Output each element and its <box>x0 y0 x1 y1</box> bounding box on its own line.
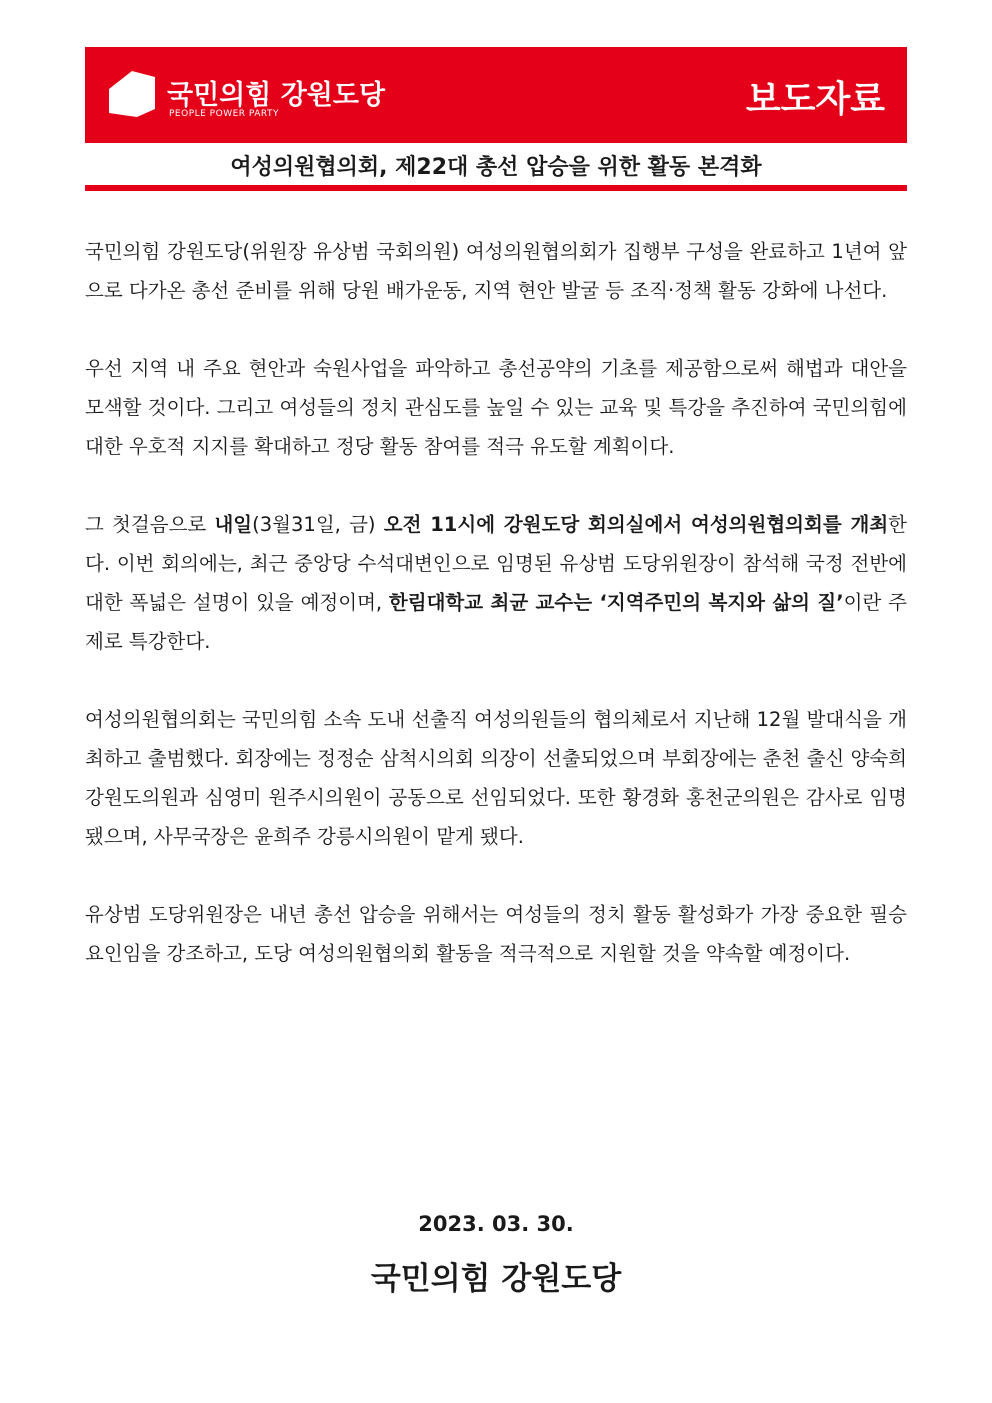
article-body <box>85 232 907 1012</box>
headline-divider <box>85 185 907 191</box>
paragraph-3-text-4: 이란 주제로 특강한다. <box>85 591 907 653</box>
paragraph-3-bold-1: 내일 <box>214 513 253 536</box>
paragraph-4: 여성의원협의회는 국민의힘 소속 도내 선출직 여성의원들의 협의체로서 지난해 12월 발대식을 개최하고 출범했다. 회장에는 정정순 삼척시의회 의장이 선출되었으며 부회장에는 춘천 출신 양숙희 강원도의원과 심영미 원주시의원이 공동으로 선임되었다. 또한 황경화 홍천군의원은 감사로 임명됐으며, 사무국장은 윤희주 강릉시의원이 맡게 됐다. <box>85 708 907 848</box>
footer-org-name: 국민의힘 강원도당 <box>370 1261 622 1297</box>
doc-type-label: 보도자료 <box>745 79 885 120</box>
paragraph-3-bold-3: 한림대학교 최균 교수는 ‘지역주민의 복지와 삶의 질’ <box>388 591 844 614</box>
paragraph-2: 우선 지역 내 주요 현안과 숙원사업을 파악하고 총선공약의 기초를 제공함으로써 해법과 대안을 모색할 것이다. 그리고 여성들의 정치 관심도를 높일 수 있는 교육 및 특강을 추진하여 국민의힘에 대한 우호적 지지를 확대하고 정당 활동 참여를 적극 유도할 계획이다. <box>85 357 907 458</box>
paragraph-3 <box>85 505 907 661</box>
org-subtitle: PEOPLE POWER PARTY <box>169 109 279 119</box>
paragraph-3-bold-2: 오전 11시에 강원도당 회의실에서 여성의원협의회를 개최 <box>383 513 889 536</box>
release-date: 2023. 03. 30. <box>418 1212 574 1236</box>
headline: 여성의원협의회, 제22대 총선 압승을 위한 활동 본격화 <box>230 155 762 180</box>
paragraph-5: 유상범 도당위원장은 내년 총선 압승을 위해서는 여성들의 정치 활동 활성화가 가장 중요한 필승 요인임을 강조하고, 도당 여성의원협의회 활동을 적극적으로 지원할 것을 약속할 예정이다. <box>85 903 907 965</box>
party-logo-icon <box>107 69 157 119</box>
org-name: 국민의힘 강원도당 <box>167 80 386 111</box>
press-release-header <box>85 47 907 143</box>
paragraph-3-text-2: (3월31일, 금) <box>252 513 384 536</box>
paragraph-3-text-3: 한다. 이번 회의에는, 최근 중앙당 수석대변인으로 임명된 유상범 도당위원장이 참석해 국정 전반에 대한 폭넓은 설명이 있을 예정이며, <box>85 513 907 614</box>
paragraph-3-text-1: 그 첫걸음으로 <box>85 513 215 536</box>
paragraph-1: 국민의힘 강원도당(위원장 유상범 국회의원) 여성의원협의회가 집행부 구성을 완료하고 1년여 앞으로 다가온 총선 준비를 위해 당원 배가운동, 지역 현안 발굴 등 조직‧정책 활동 강화에 나선다. <box>85 240 907 302</box>
